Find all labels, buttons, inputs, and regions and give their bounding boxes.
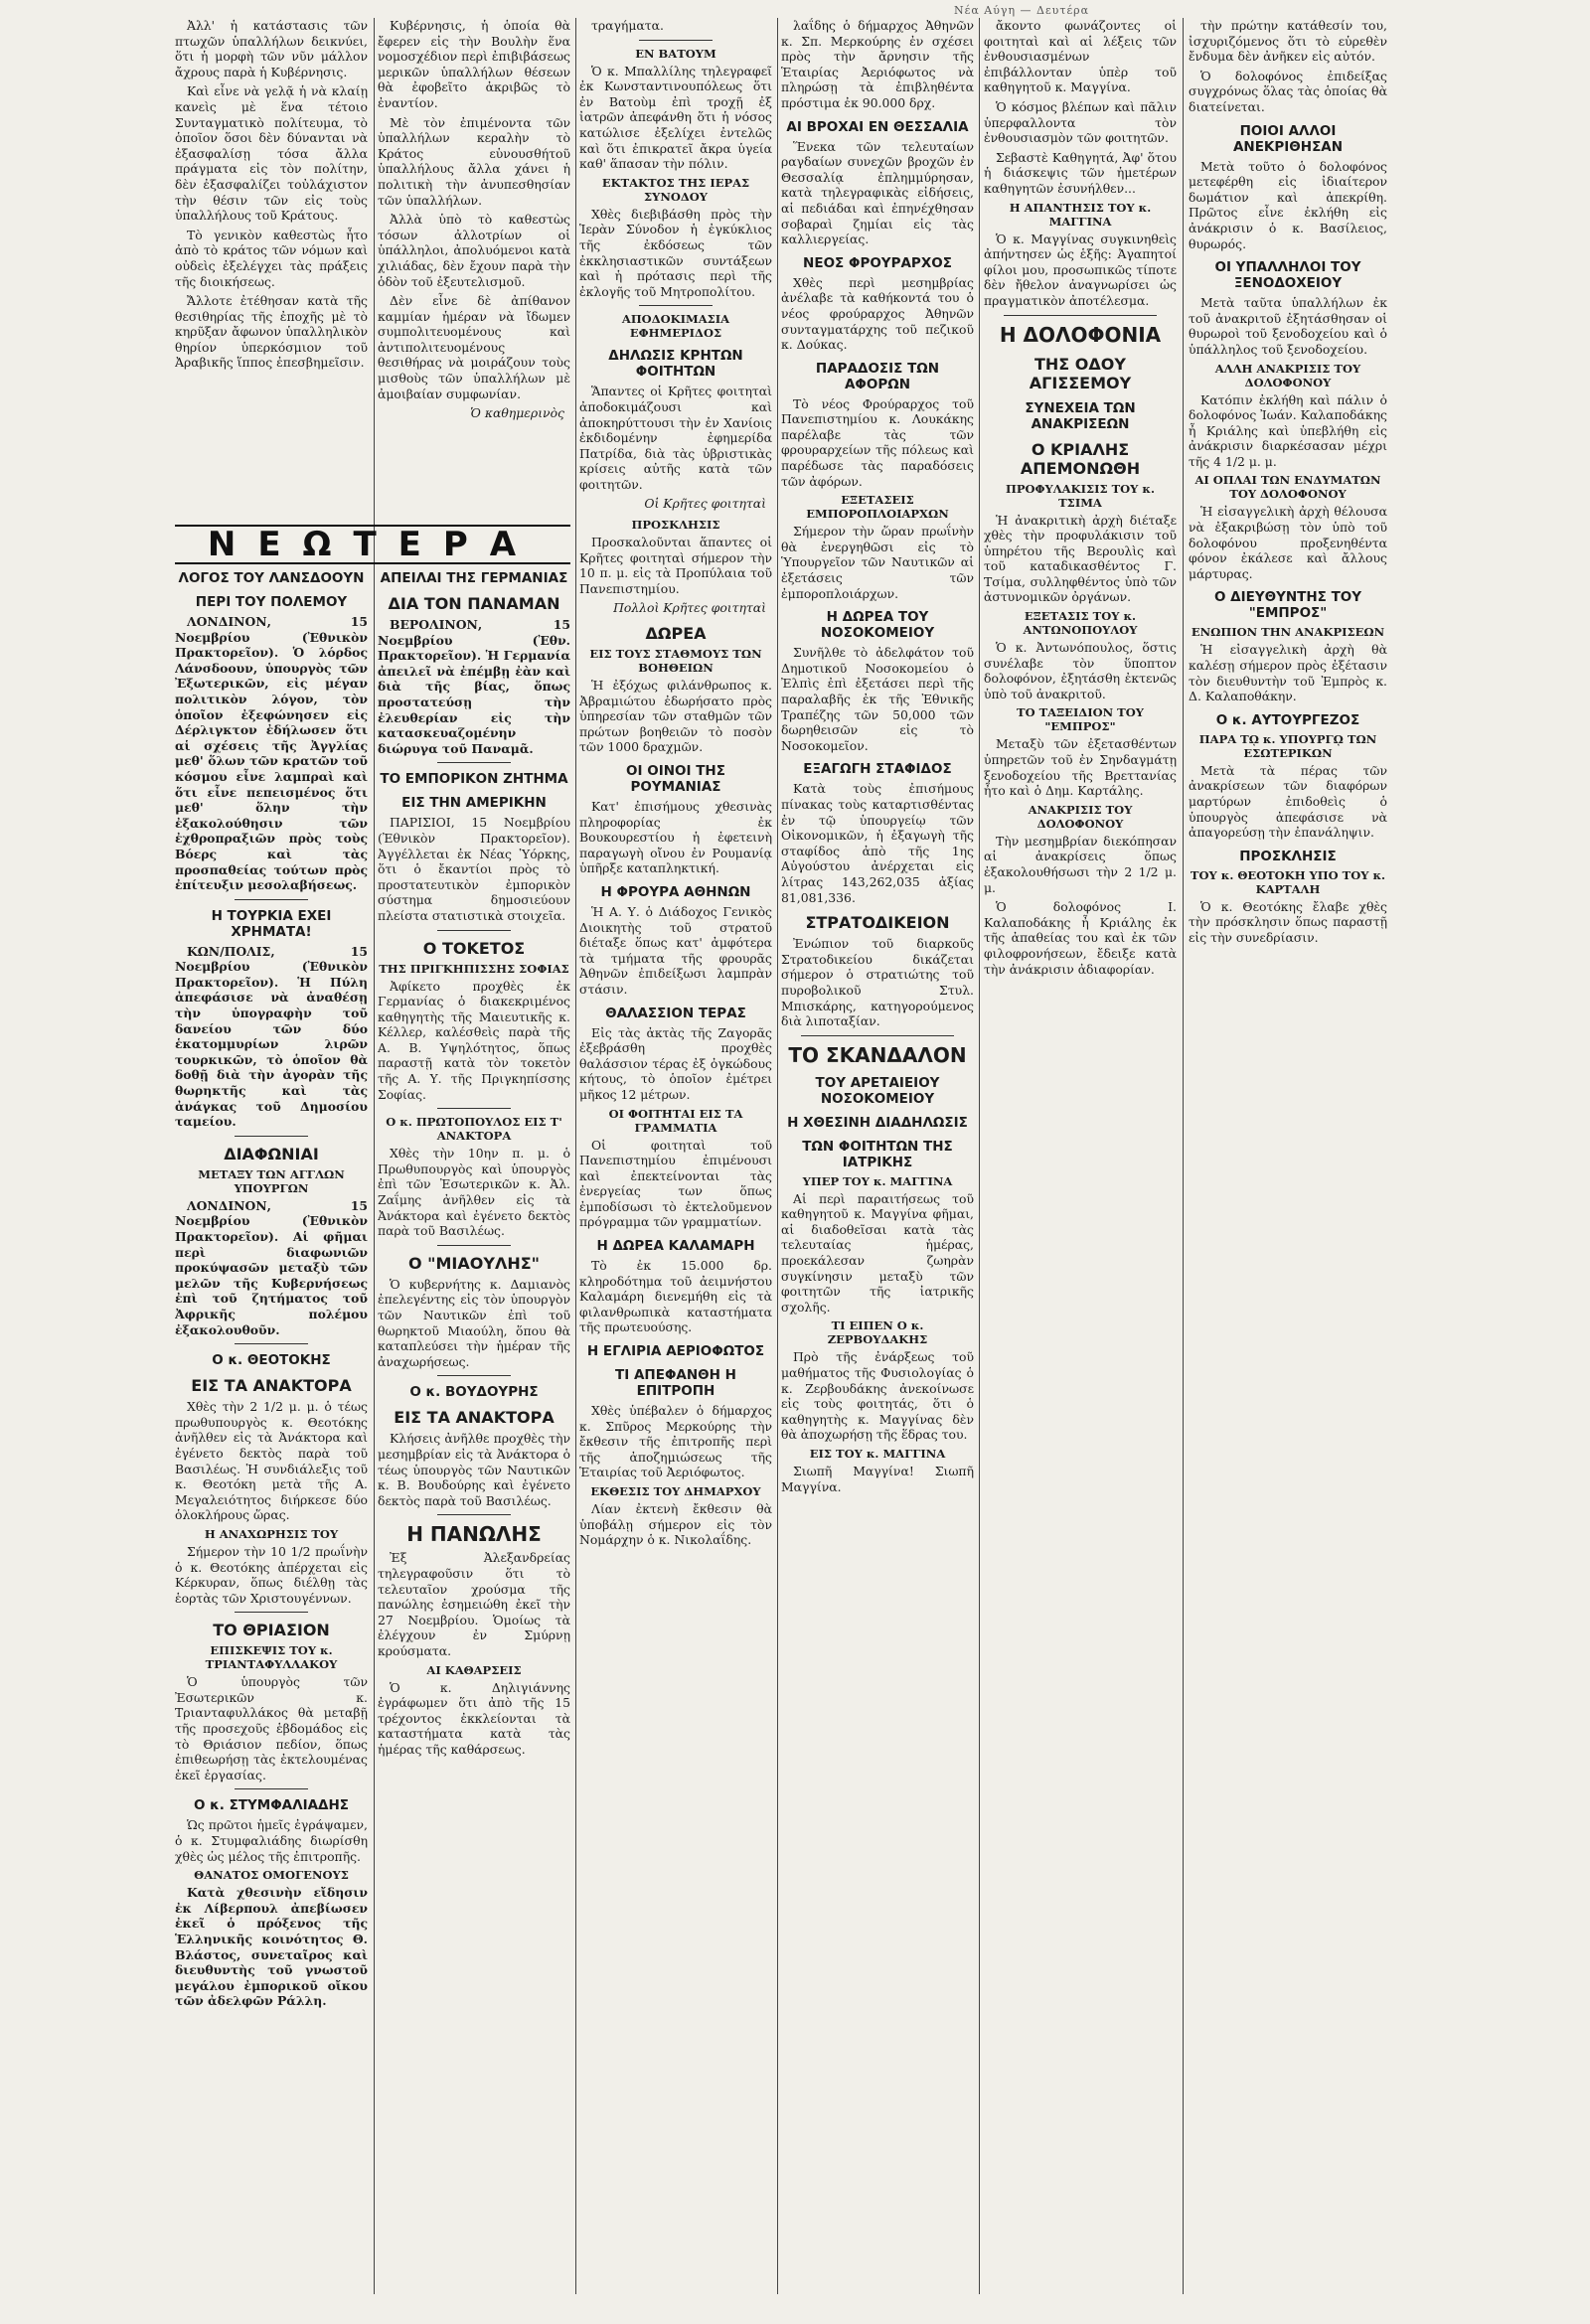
article-text: Ὁ ὑπουργὸς τῶν Ἐσωτερικῶν κ. Τριανταφυλλάκος θὰ μεταβῇ τῆς προσεχοῦς ἑβδομάδος εἰς τὸ Θριάσιον πεδίον, ὅπως ἐπιθεωρήσῃ τὰς ἐκτελουμένας ἐκεῖ ἐργασίας.	[175, 1674, 368, 1782]
article-text: Μετὰ ταῦτα ὑπαλλήλων ἐκ τοῦ ἀνακριτοῦ ἐξητάσθησαν οἱ θυρωροὶ τοῦ ξενοδοχείου καὶ ὁ ὑπάλληλος τοῦ ξενοδοχείου.	[1189, 295, 1387, 357]
divider	[235, 1612, 308, 1613]
divider	[639, 305, 713, 306]
article-text: ΛΟΝΔΙΝΟΝ, 15 Νοεμβρίου (Ἐθνικὸν Πρακτορεῖον). Αἱ φῆμαι περὶ διαφωνιῶν προκύψασῶν μεταξὺ τῶν μελῶν τῆς Κυβερνήσεως ἐπὶ τοῦ ζητήματος τοῦ Ἀφρικῆς πολέμου ἐξακολουθοῦν.	[175, 1197, 368, 1337]
article-text: Ὁ κ. Μπαλλίλης τηλεγραφεῖ ἐκ Κωνσταντινουπόλεως ὅτι ἐν Βατοὺμ ἐπὶ τροχῇ ἐξ ἰατρῶν ἀπεφάνθη ὅτι ἡ νόσος κατώλισε ἐξελίχει ἐντελῶς καὶ ὅτι ἐπικρατεῖ ἄκρα ὑγεία καθ' ἅπασαν τὴν πόλιν.	[579, 63, 772, 172]
paragraph: ἄκοντο φωνάζοντες οἱ φοιτηταὶ καὶ αἱ λέξεις τῶν ἐνθουσιασμένων ἐπιβάλλονταν ὑπὲρ τοῦ καθηγητοῦ κ. Μαγγίνα.	[984, 18, 1177, 95]
headline: ΕΙΣ ΤΑ ΑΝΑΚΤΟΡΑ	[191, 1376, 352, 1396]
headline: Η ΦΡΟΥΡΑ ΑΘΗΝΩΝ	[600, 883, 751, 900]
column-4	[781, 18, 974, 2294]
headline: ΟΙ ΟΙΝΟΙ ΤΗΣ ΡΟΥΜΑΝΙΑΣ	[626, 763, 725, 795]
subheadline: ΠΑΡΑ Τῼ κ. ΥΠΟΥΡΓῼ ΤΩΝ ΕΣΩΤΕΡΙΚΩΝ	[1198, 731, 1377, 760]
headline: ΑΠΕΙΛΑΙ ΤΗΣ ΓΕΡΜΑΝΙΑΣ	[380, 570, 568, 586]
article-text: Ὁ κ. Δηλιγιάννης ἐγράφωμεν ὅτι ἀπὸ τῆς 15 τρέχοντος ἐκκλείονται τὰ καταστήματα κατὰ τὰς ἡμέρας τῆς καθάρσεως.	[378, 1679, 570, 1757]
headline: ΛΟΓΟΣ ΤΟΥ ΛΑΝΣΔΟΟΥΝ	[178, 570, 365, 586]
headline: ΠΑΡΑΔΟΣΙΣ ΤΩΝ ΑΦΟΡΩΝ	[815, 360, 940, 392]
column-5	[984, 18, 1177, 2294]
paragraph: Τὸ γενικὸν καθεστὼς ἦτο ἀπὸ τὸ κράτος τῶν νόμων καὶ οὐδεὶς ἐξελέγχει τὰς πράξεις τῆς διοικήσεως.	[175, 227, 368, 289]
subheadline: Ο κ. ΠΡΩΤΟΠΟΥΛΟΣ ΕΙΣ Τ' ΑΝΑΚΤΟΡΑ	[386, 1115, 562, 1144]
headline: Η ΔΟΛΟΦΟΝΙΑ	[999, 322, 1162, 347]
paragraph: Ἀλλὰ ὑπὸ τὸ καθεστὼς τόσων ἀλλοτρίων οἱ ὑπάλληλοι, ἀπολυόμενοι κατὰ χιλιάδας, δὲν ἔχουν παρὰ τὴν ὁδὸν τοῦ ἐξευτελισμοῦ.	[378, 212, 570, 289]
headline: ΤΙ ΑΠΕΦΑΝΘΗ Η ΕΠΙΤΡΟΠΗ	[615, 1367, 736, 1400]
column-rule	[777, 18, 778, 2294]
paragraph: Κυβέρνησις, ἡ ὁποία θὰ ἔφερεν εἰς τὴν Βουλὴν ἕνα νομοσχέδιον περὶ ἐπιβιβάσεως μερικῶν ὑπαλλήλων θέσεων θὰ ἐφοβεῖτο ἀκριβῶς τὸ ἐναντίον.	[378, 18, 570, 110]
subheadline: ΑΠΟΔΟΚΙΜΑΣΙΑ ΕΦΗΜΕΡΙΔΟΣ	[621, 312, 730, 341]
divider	[1004, 315, 1157, 316]
subheadline: ΑΝΑΚΡΙΣΙΣ ΤΟΥ ΔΟΛΟΦΟΝΟΥ	[1028, 802, 1133, 831]
divider	[639, 40, 713, 41]
headline: ΠΕΡΙ ΤΟΥ ΠΟΛΕΜΟΥ	[195, 594, 348, 610]
headline: ΔΗΛΩΣΙΣ ΚΡΗΤΩΝ ΦΟΙΤΗΤΩΝ	[608, 348, 743, 381]
paragraph: Δὲν εἶνε δὲ ἀπίθανον καμμίαν ἡμέραν νὰ ἴδωμεν συμπολιτευομένους καὶ ἀντιπολιτευομένους θεσιθήρας νὰ μοιράζουν τοὺς μισθοὺς τῶν ὑπαλλήλων μὲ ἀμοιβαίαν συμφωνίαν.	[378, 293, 570, 401]
subheadline: ΤΟΥ κ. ΘΕΟΤΟΚΗ ΥΠΟ ΤΟΥ κ. ΚΑΡΤΑΛΗ	[1190, 867, 1386, 896]
headline: ΣΤΡΑΤΟΔΙΚΕΙΟΝ	[805, 913, 950, 933]
subheadline: ΤΙ ΕΙΠΕΝ Ο κ. ΖΕΡΒΟΥΔΑΚΗΣ	[827, 1318, 928, 1347]
subheadline: ΑΛΛΗ ΑΝΑΚΡΙΣΙΣ ΤΟΥ ΔΟΛΟΦΟΝΟΥ	[1214, 361, 1361, 389]
article-text: Τὸ ἐκ 15.000 δρ. κληροδότημα τοῦ ἀειμνήστου Καλαμάρη διενεμήθη εἰς τὰ φιλανθρωπικὰ καταστήματα τῆς πρωτευούσης.	[579, 1258, 772, 1335]
divider	[437, 1514, 511, 1515]
headline: ΕΙΣ ΤΑ ΑΝΑΚΤΟΡΑ	[394, 1408, 555, 1428]
subheadline: ΤΗΣ ΠΡΙΓΚΗΠΙΣΣΗΣ ΣΟΦΙΑΣ	[379, 961, 569, 976]
article-text: Μετὰ τοῦτο ὁ δολοφόνος μετεφέρθη εἰς ἰδιαίτερον δωμάτιον καὶ ἀπεκρίθη. Πρῶτος εἶνε ἐκλήθη εἰς ἀνάκρισιν ὁ κ. Βασίλειος, θυρωρός.	[1189, 158, 1387, 251]
subheadline: Η ΑΠΑΝΤΗΣΙΣ ΤΟΥ κ. ΜΑΓΓΙΝΑ	[1009, 200, 1152, 229]
article-text: Ὁ δολοφόνος Ι. Καλαποδάκης ἦ Κριάλης ἐκ τῆς ἀπαθείας του καὶ ἐκ τῶν φιλοφρονήσεων, ἔδειξε κατὰ τὴν ἀνάκρισιν ἀδιαφορίαν.	[984, 899, 1177, 977]
headline: ΠΟΙΟΙ ΑΛΛΟΙ ΑΝΕΚΡΙΘΗΣΑΝ	[1232, 122, 1344, 155]
divider	[437, 762, 511, 763]
subheadline: ΕΞΕΤΑΣΙΣ ΤΟΥ κ. ΑΝΤΩΝΟΠΟΥΛΟΥ	[1023, 609, 1138, 638]
subheadline: ΤΟ ΤΑΞΕΙΔΙΟΝ ΤΟΥ "ΕΜΠΡΟΣ"	[1017, 705, 1144, 734]
paragraph: τὴν πρώτην κατάθεσίν του, ἰσχυριζόμενος ὅτι τὸ εὑρεθὲν ἔνδυμα δὲν ἀνῆκεν εἰς αὐτόν.	[1189, 18, 1387, 65]
headline: ΤΟΥ ΑΡΕΤΑΙΕΙΟΥ ΝΟΣΟΚΟΜΕΙΟΥ	[815, 1074, 940, 1107]
headline: Ο ΚΡΙΑΛΗΣ ΑΠΕΜΟΝΩΘΗ	[1020, 439, 1141, 478]
divider	[235, 1136, 308, 1137]
divider	[437, 1108, 511, 1109]
article-text: Χθὲς τὴν 2 1/2 μ. μ. ὁ τέως πρωθυπουργὸς κ. Θεοτόκης ἀνῆλθεν εἰς τὰ Ἀνάκτορα καὶ ἐγένετο δεκτὸς παρὰ τοῦ Βασιλέως. Ἡ συνδιάλεξις τοῦ κ. Θεοτόκη μετὰ τῆς Α. Μεγαλειότητος διήρκεσε δύο ὁλοκλήρους ὥρας.	[175, 1399, 368, 1523]
subheadline: ΕΝ ΒΑΤΟΥΜ	[635, 46, 716, 61]
article-text: ΚΩΝ/ΠΟΛΙΣ, 15 Νοεμβρίου (Ἐθνικὸν Πρακτορεῖον). Ἡ Πύλη ἀπεφάσισε νὰ ἀναθέσῃ τὴν ὑπογραφὴν τοῦ δανείου τῶν δύο ἑκατομμυρίων λιρῶν τουρκικῶν, τὸ ὁποῖον θὰ δοθῇ διὰ τὴν ἀγορὰν τῆς θωρηκτῆς καὶ τὰς ἀνάγκας τοῦ Δημοσίου ταμείου.	[175, 943, 368, 1130]
headline: ΠΡΟΣΚΛΗΣΙΣ	[1239, 848, 1337, 864]
article-text: Κατὰ τοὺς ἐπισήμους πίνακας τοὺς καταρτισθέντας ἐν τῷ ὑπουργείῳ τῶν Οἰκονομικῶν, ἡ ἐξαγωγὴ τῆς σταφίδος ἀπὸ τῆς 1ης Αὐγούστου ἀνέρχεται εἰς λίτρας 143,262,035 ἀξίας 81,081,336.	[781, 781, 974, 905]
headline: ΘΑΛΑΣΣΙΟΝ ΤΕΡΑΣ	[605, 1005, 746, 1021]
column-rule	[979, 18, 980, 2294]
headline: Ο ΤΟΚΕΤΟΣ	[422, 938, 526, 958]
divider	[437, 930, 511, 931]
headline: Ο ΔΙΕΥΘΥΝΤΗΣ ΤΟΥ "ΕΜΠΡΟΣ"	[1213, 589, 1362, 622]
headline: ΕΞΑΓΩΓΗ ΣΤΑΦΙΔΟΣ	[803, 761, 952, 778]
article-text: Μεταξὺ τῶν ἐξετασθέντων ὑπηρετῶν τοῦ ἐν Σηνδαγμάτῃ ξενοδοχείου τῆς Βρεττανίας ἦτο καὶ ὁ Δημ. Καρτάλης.	[984, 736, 1177, 799]
article-text: Τὸ νέος Φρούραρχος τοῦ Πανεπιστημίου κ. Λουκάκης παρέλαβε τὰς τῶν φρουραρχείων τῆς πόλεως καὶ παρέδωσε τὰς παραδόσεις τῶν ἀφόρων.	[781, 395, 974, 489]
headline: ΑΙ ΒΡΟΧΑΙ ΕΝ ΘΕΣΣΑΛΙΑ	[786, 118, 969, 135]
article-text: Χθὲς ὑπέβαλεν ὁ δήμαρχος κ. Σπῦρος Μερκούρης τὴν ἔκθεσιν τῆς ἐπιτροπῆς περὶ τῆς ἀποζημιώσεως τῆς Ἑταιρίας τοῦ Ἀεριόφωτος.	[579, 1403, 772, 1480]
headline: Ο "ΜΙΑΟΥΛΗΣ"	[408, 1253, 540, 1273]
article-text: Ἡ Α. Υ. ὁ Διάδοχος Γενικὸς Διοικητὴς τοῦ στρατοῦ διέταξε ὅπως κατ' ἀμφότερα τὰ τμήματα τῆς φρουρᾶς Ἀθηνῶν ἐπιδείξωσι λαμπρὰν στάσιν.	[579, 903, 772, 997]
subheadline: ΕΙΣ ΤΟΥΣ ΣΤΑΘΜΟΥΣ ΤΩΝ ΒΟΗΘΕΙΩΝ	[589, 647, 762, 676]
article-text: Ἐξ Ἀλεξανδρείας τηλεγραφοῦσιν ὅτι τὸ τελευταῖον χρούσμα τῆς πανώλης ἐσημειώθη ἐκεῖ τὴν 27 Νοεμβρίου. Ὁμοίως τὰ ἐλέγχουν ἐν Σμύρνῃ κρούσματα.	[378, 1550, 570, 1658]
column-rule	[1183, 18, 1184, 2294]
headline: Ο κ. ΣΤΥΜΦΑΛΙΑΔΗΣ	[193, 1797, 350, 1814]
subheadline: ΑΙ ΚΑΘΑΡΣΕΙΣ	[426, 1662, 522, 1677]
article-text: Τὴν μεσημβρίαν διεκόπησαν αἱ ἀνακρίσεις ὅπως ἐξακολουθήσωσι τὴν 2 1/2 μ. μ.	[984, 833, 1177, 895]
article-text: Λίαν ἐκτενὴ ἔκθεσιν θὰ ὑποβάλῃ σήμερον εἰς τὸν Νομάρχην ὁ κ. Νικολαΐδης.	[579, 1501, 772, 1548]
article-text: Ὡς πρῶτοι ἡμεῖς ἐγράψαμεν, ὁ κ. Στυμφαλιάδης διωρίσθη χθὲς ὡς μέλος τῆς ἐπιτροπῆς.	[175, 1817, 368, 1864]
article-text: Κατόπιν ἐκλήθη καὶ πάλιν ὁ δολοφόνος Ἰωάν. Καλαποδάκης ἦ Κριάλης καὶ ὑπεβλήθη εἰς ἀνάκρισιν διαρκέσασαν μέχρι τῆς 4 1/2 μ. μ.	[1189, 391, 1387, 469]
article-text: Αἱ περὶ παραιτήσεως τοῦ καθηγητοῦ κ. Μαγγίνα φῆμαι, αἱ διαδοθεῖσαι κατὰ τὰς τελευταίας ἡμέρας, προεκάλεσαν ζωηρὰν συγκίνησιν μεταξὺ τῶν φοιτητῶν τῆς ἰατρικῆς σχολῆς.	[781, 1190, 974, 1315]
paragraph: Σεβαστὲ Καθηγητά, Ἀφ' ὅτου ἡ διάσκεψις τῶν ἡμετέρων καθηγητῶν ἐσυνήλθεν...	[984, 149, 1177, 196]
article-text: Χθὲς περὶ μεσημβρίας ἀνέλαβε τὰ καθήκοντά του ὁ νέος φρούραρχος Ἀθηνῶν συνταγματάρχης τοῦ πεζικοῦ κ. Δούκας.	[781, 274, 974, 353]
article-text: Προσκαλοῦνται ἅπαντες οἱ Κρῆτες φοιτηταὶ σήμερον τὴν 10 π. μ. εἰς τὰ Προπύλαια τοῦ Πανεπιστημίου.	[579, 535, 772, 596]
article-text: Συνῆλθε τὸ ἀδελφάτον τοῦ Δημοτικοῦ Νοσοκομείου ὁ Ἐλπὶς ἐπὶ ἐξετάσει περὶ τῆς παραλαβῆς ἐκ τῆς Ἐθνικῆς Τραπέζης τῶν 50,000 τῶν δωρηθεισῶν εἰς τὸ Νοσοκομεῖον.	[781, 645, 974, 753]
paragraph: Ὁ δολοφόνος ἐπιδείξας συγχρόνως ὅλας τὰς ὁποίας θὰ διατείνεται.	[1189, 68, 1387, 114]
headline: Η ΧΘΕΣΙΝΗ ΔΙΑΔΗΛΩΣΙΣ	[787, 1114, 968, 1131]
headline: ΤΟ ΣΚΑΝΔΑΛΟΝ	[788, 1042, 967, 1067]
subheadline: Η ΑΝΑΧΩΡΗΣΙΣ ΤΟΥ	[204, 1526, 339, 1541]
article-text: Χθὲς τὴν 10ην π. μ. ὁ Πρωθυπουργὸς καὶ ὑπουργὸς ἐπὶ τῶν Ἐσωτερικῶν κ. Ἀλ. Ζαΐμης ἀνῆλθεν εἰς τὰ Ἀνάκτορα καὶ ἐγένετο δεκτὸς παρὰ τοῦ Βασιλέως.	[378, 1146, 570, 1239]
column-2	[378, 562, 570, 2294]
headline: ΔΙΑ ΤΟΝ ΠΑΝΑΜΑΝ	[388, 594, 560, 613]
divider	[801, 1035, 954, 1036]
article-text: Ὁ κ. Θεοτόκης ἔλαβε χθὲς τὴν πρόσκλησιν ὅπως παραστῇ εἰς τὴν συνεδρίασιν.	[1189, 898, 1387, 945]
subheadline: ΘΑΝΑΤΟΣ ΟΜΟΓΕΝΟΥΣ	[194, 1868, 349, 1883]
headline: ΣΥΝΕΧΕΙΑ ΤΩΝ ΑΝΑΚΡΙΣΕΩΝ	[1025, 399, 1136, 432]
headline: Η ΔΩΡΕΑ ΚΑΛΑΜΑΡΗ	[596, 1238, 755, 1255]
article-text: Οἱ φοιτηταὶ τοῦ Πανεπιστημίου ἐπιμένουσι καὶ ἐπεκτείνονται τὰς ἐνεργείας των ὅπως ἐμποδίσωσι τὸ ἐκτελοῦμενον πρόγραμμα τῶν γραμματίων.	[579, 1137, 772, 1230]
divider	[235, 899, 308, 900]
headline: Η ΤΟΥΡΚΙΑ ΕΧΕΙ ΧΡΗΜΑΤΑ!	[211, 907, 332, 940]
subheadline: ΕΠΙΣΚΕΨΙΣ ΤΟΥ κ. ΤΡΙΑΝΤΑΦΥΛΛΑΚΟΥ	[205, 1643, 338, 1672]
subheadline: ΕΝΩΠΙΟΝ ΤΗΝ ΑΝΑΚΡΙΣΕΩΝ	[1191, 625, 1385, 640]
paragraph: Ἀλλ' ἡ κατάστασις τῶν πτωχῶν ὑπαλλήλων δεικνύει, ὅτι ἡ μορφὴ τῶν νῦν μάλλον ἄχρους παρὰ ἡ Κυβέρνησις.	[175, 18, 368, 79]
paragraph: τραγήματα.	[591, 18, 664, 33]
subheadline: ΜΕΤΑΞΥ ΤΩΝ ΑΓΓΛΩΝ ΥΠΟΥΡΓΩΝ	[198, 1166, 345, 1195]
signature: Οἱ Κρῆτες φοιτηταὶ	[644, 496, 766, 512]
divider	[437, 1375, 511, 1376]
headline: ΝΕΟΣ ΦΡΟΥΡΑΡΧΟΣ	[803, 254, 952, 271]
article-text: Εἰς τὰς ἀκτὰς τῆς Ζαγορᾶς ἐξεβράσθη προχθὲς θαλάσσιον τέρας ἐξ ὀγκώδους κήτους, τὸ ὁποῖον ἐμέτρει μῆκος 12 μέτρων.	[579, 1024, 772, 1102]
paragraph: Καὶ εἶνε νὰ γελᾷ ἡ νὰ κλαίῃ κανεὶς μὲ ἕνα τέτοιο Συνταγματικὸ πολίτευμα, τὸ ὁποῖον ὅσοι δὲν δύνανται νὰ ἐξασφαλίσῃ τόσα ἄλλα πράγματα εἰς τὸν πολίτην, δὲν ἐξασφαλίζει τοὐλάχιστον τὴν θέσιν τῶν εἰς τοὺς ὑπαλλήλους τοῦ Κράτους.	[175, 83, 368, 224]
headline: Ο κ. ΘΕΟΤΟΚΗΣ	[212, 1352, 331, 1369]
subheadline: ΕΚΘΕΣΙΣ ΤΟΥ ΔΗΜΑΡΧΟΥ	[590, 1484, 761, 1498]
article-text: Ὁ κ. Μαγγίνας συγκινηθεὶς ἀπήντησεν ὡς ἑξῆς: Ἀγαπητοί φίλοι μου, προσωπικῶς τίποτε δὲν ἤθελον ἀναγνωρίσει ὡς πραγματικὸν ἀποτέλεσμα.	[984, 231, 1177, 308]
column-2-top	[378, 18, 570, 535]
article-text: Σήμερον τὴν ὥραν πρωΐνὴν θὰ ἐνεργηθῶσι εἰς τὸ Ὑπουργεῖον τῶν Ναυτικῶν αἱ ἐξετάσεις τῶν ἐμποροπλοιάρχων.	[781, 524, 974, 601]
article-text: Πρὸ τῆς ἐνάρξεως τοῦ μαθήματος τῆς Φυσιολογίας ὁ κ. Ζερβουδάκης ἀνεκοίνωσε εἰς τοὺς φοιτητάς, ὅτι ὁ καθηγητὴς κ. Μαγγίνας δὲν θὰ ἀποχωρήσῃ τῆς ἕδρας του.	[781, 1349, 974, 1443]
paragraph: λαΐδης ὁ δήμαρχος Ἀθηνῶν κ. Σπ. Μερκούρης ἐν σχέσει πρὸς τὴν ἄρνησιν τῆς Ἑταιρίας Ἀεριόφωτος νὰ πληρώσῃ τὰ ἐπιβληθέντα πρόστιμα ἐκ 90.000 δρχ.	[781, 18, 974, 110]
banner-title: ΝΕΩΤΕΡΑ	[207, 525, 539, 564]
headline: Η ΔΩΡΕΑ ΤΟΥ ΝΟΣΟΚΟΜΕΙΟΥ	[820, 609, 935, 642]
headline: Η ΕΓΛΙΡΙΑ ΑΕΡΙΟΦΩΤΟΣ	[586, 1343, 765, 1360]
subheadline: ΕΞΕΤΑΣΕΙΣ ΕΜΠΟΡΟΠΛΟΙΑΡΧΩΝ	[806, 493, 949, 522]
divider	[235, 1788, 308, 1789]
divider	[235, 1343, 308, 1344]
article-text: Ἡ ἐξόχως φιλάνθρωπος κ. Ἀβραμιώτου ἐδωρήσατο πρὸς ὑπηρεσίαν τῶν σταθμῶν τῶν πρώτων βοηθειῶν τὸ ποσὸν τῶν 1000 δραχμῶν.	[579, 678, 772, 755]
headline: Ο κ. ΒΟΥΔΟΥΡΗΣ	[409, 1384, 539, 1401]
column-3	[579, 18, 772, 2294]
article-text: ΒΕΡΟΛΙΝΟΝ, 15 Νοεμβρίου (Ἐθν. Πρακτορεῖον). Ἡ Γερμανία ἀπειλεῖ νὰ ἐπέμβῃ ἐὰν καὶ διὰ τῆς βίας, ὅπως προστατεύσῃ τὴν ἐλευθερίαν εἰς τὴν κατασκευαζομένην διώρυγα τοῦ Παναμᾶ.	[378, 617, 570, 756]
column-1	[175, 562, 368, 2294]
article-text: Μετὰ τὰ πέρας τῶν ἀνακρίσεων τῶν διαφόρων μαρτύρων ἐπιδοθεὶς ὁ ὑπουργὸς ἀπεφάσισε νὰ ἀπαγορεύσῃ τὴν ἐπανάληψιν.	[1189, 762, 1387, 841]
article-text: Ἡ εἰσαγγελικὴ ἀρχὴ θέλουσα νὰ ἐξακριβώσῃ τὸν ὑπὸ τοῦ δολοφόνου προξενηθέντα φόνον ἐκάλεσε καὶ ἄλλους μάρτυρας.	[1189, 504, 1387, 581]
article-text: Ἐνώπιον τοῦ διαρκοῦς Στρατοδικείου δικάζεται σήμερον ὁ στρατιώτης τοῦ πυροβολικοῦ Στυλ. Μπισκάρης, κατηγορούμενος διὰ λιποταξίαν.	[781, 936, 974, 1029]
running-head: Νέα Αύγη — Δευτέρα	[954, 4, 1090, 17]
subheadline: ΑΙ ΟΠΛΑΙ ΤΩΝ ΕΝΔΥΜΑΤΩΝ ΤΟΥ ΔΟΛΟΦΟΝΟΥ	[1194, 473, 1381, 502]
article-text: Ὁ κυβερνήτης κ. Δαμιανὸς ἐπελεγέντης εἰς τὸν ὑπουργὸν τῶν Ναυτικῶν ἐπὶ τοῦ θωρηκτοῦ Μιαούλη, ὅπου θὰ καταπλεύσει τὴν ἡμέραν τῆς ἀναχωρήσεως.	[378, 1276, 570, 1369]
subheadline: ΕΙΣ ΤΟΥ κ. ΜΑΓΓΙΝΑ	[809, 1447, 946, 1461]
signature: Πολλοὶ Κρῆτες φοιτηταὶ	[613, 600, 766, 616]
section-banner	[175, 525, 570, 564]
column-6	[1189, 18, 1387, 2294]
headline: ΤΟ ΘΡΙΑΣΙΟΝ	[213, 1621, 330, 1640]
article-text: ΠΑΡΙΣΙΟΙ, 15 Νοεμβρίου (Ἐθνικὸν Πρακτορεῖον). Ἀγγέλλεται ἐκ Νέας Ὑόρκης, ὅτι ὁ ἔκαντίοι πρὸς τὸ προστατευτικὸν ἐμπορικὸν σύστημα δημοσιεύουν πλείστα στατιστικὰ στοιχεῖα.	[378, 815, 570, 923]
headline: ΤΩΝ ΦΟΙΤΗΤΩΝ ΤΗΣ ΙΑΤΡΙΚΗΣ	[802, 1138, 953, 1170]
article-text: Ἅπαντες οἱ Κρῆτες φοιτηταὶ ἀποδοκιμάζουσι καὶ ἀποκηρύττουσι τὴν ἐν Χανίοις ἐκδιδομένην ἐφημερίδα Πατρίδα, διὰ τὰς ὑβριστικὰς κρίσεις αὐτῆς κατὰ τῶν φοιτητῶν.	[579, 384, 772, 492]
headline: Η ΠΑΝΩΛΗΣ	[406, 1522, 542, 1547]
column-1-top	[175, 18, 368, 535]
column-rule	[374, 18, 375, 2294]
subheadline: ΠΡΟΣΚΛΗΣΙΣ	[631, 518, 720, 533]
article-text: Ἡ εἰσαγγελικὴ ἀρχὴ θὰ καλέσῃ σήμερον πρὸς ἐξέτασιν τὸν διευθυντὴν τοῦ Ἐμπρὸς κ. Δ. Καλαποθάκην.	[1189, 642, 1387, 704]
headline: Ο κ. ΑΥΤΟΥΡΓΕΖΟΣ	[1215, 711, 1360, 728]
article-text: Χθὲς διεβιβάσθη πρὸς τὴν Ἱερὰν Σύνοδον ἡ ἐγκύκλιος τῆς ἐκδόσεως τῶν ἐκκλησιαστικῶν συντάξεων καὶ ἡ πρότασις περὶ τῆς ἐκλογῆς τοῦ Μητροπολίτου.	[579, 206, 772, 299]
article-text: Σήμερον τὴν 10 1/2 πρωΐνὴν ὁ κ. Θεοτόκης ἀπέρχεται εἰς Κέρκυραν, ὅπως διέλθῃ τὰς ἑορτὰς τῶν Χριστουγέννων.	[175, 1543, 368, 1606]
headline: ΔΩΡΕΑ	[645, 624, 707, 644]
paragraph: Ἄλλοτε ἐτέθησαν κατὰ τῆς θεσιθηρίας τῆς ἐποχῆς μὲ τὸ κηρῦξαν ἄφωνον ὑπαλληλικὸν θηρίον ὑπερκόσμιον τοῦ Ἀραβικῆς ἵππος ἐπεσβημεῖσιν.	[175, 293, 368, 371]
article-text: ΛΟΝΔΙΝΟΝ, 15 Νοεμβρίου (Ἐθνικὸν Πρακτορεῖον). Ὁ λόρδος Λάνσδοουν, ὑπουργὸς τῶν Ἐξωτερικῶν, εἰς μέγαν πολιτικὸν λόγον, τὸν ὁποῖον ἐξεφώνησεν εἰς Δέρλιγκτον ἐδήλωσεν ὅτι αἱ σχέσεις τῆς Ἀγγλίας μεθ' ὅλων τῶν κρατῶν τοῦ κόσμου εἶνε λαμπραὶ καὶ ὅτι εἶνε πεπεισμένος ὅτι μεθ' ὅλην τὴν ἐξακολούθησιν τῶν ἐχθροπραξιῶν πρὸς τοὺς Βόερς καὶ τὰς προσπαθείας τούτων πρὸς ἐπίτευξιν μεσολαβήσεως.	[175, 614, 368, 893]
divider	[437, 1245, 511, 1246]
article-text: Κλήσεις ἀνῆλθε προχθὲς τὴν μεσημβρίαν εἰς τὰ Ἀνάκτορα ὁ τέως ὑπουργὸς τῶν Ναυτικῶν κ. Β. Βουδούρης καὶ ἐγένετο δεκτὸς παρὰ τοῦ Βασιλέως.	[378, 1431, 570, 1508]
article-text: Ὁ κ. Ἀντωνόπουλος, ὅστις συνέλαβε τὸν ὕποπτον δολοφόνον, ἐξητάσθη ἐκτενῶς ὑπὸ τοῦ ἀνακριτοῦ.	[984, 640, 1177, 701]
headline: ΟΙ ΥΠΑΛΛΗΛΟΙ ΤΟΥ ΞΕΝΟΔΟΧΕΙΟΥ	[1214, 259, 1361, 292]
headline: ΤΟ ΕΜΠΟΡΙΚΟΝ ΖΗΤΗΜΑ	[380, 771, 568, 788]
article-text: Κατὰ χθεσινὴν εἴδησιν ἐκ Λίβερπουλ ἀπεβίωσεν ἐκεῖ ὁ πρόξενος τῆς Ἑλληνικῆς κοινότητος Θ. Βλάστος, συνεταῖρος καὶ διευθυντὴς τοῦ γνωστοῦ μεγάλου ἐμπορικοῦ οἴκου τῶν ἀδελφῶν Ράλλη.	[175, 1885, 368, 2009]
article-text: Ἡ ἀνακριτικὴ ἀρχὴ διέταξε χθὲς τὴν προφυλάκισιν τοῦ ὑπηρέτου τῆς Βερουλὶς καὶ τοῦ καταδικασθέντος Γ. Τσίμα, συλληφθέντος ὑπὸ τῶν ἀστυνομικῶν ὀργάνων.	[984, 512, 1177, 605]
column-rule	[575, 18, 576, 2294]
article-text: Κατ' ἐπισήμους χθεσινὰς πληροφορίας ἐκ Βουκουρεστίου ἡ ἐφετεινὴ παραγωγὴ οἴνου ἐν Ρουμανίᾳ ὑπῆρξε καταπληκτική.	[579, 799, 772, 876]
subheadline: ΕΚΤΑΚΤΟΣ ΤΗΣ ΙΕΡΑΣ ΣΥΝΟΔΟΥ	[601, 175, 750, 204]
headline: ΔΙΑΦΩΝΙΑΙ	[224, 1144, 319, 1163]
subheadline: ΟΙ ΦΟΙΤΗΤΑΙ ΕΙΣ ΤΑ ΓΡΑΜΜΑΤΙΑ	[608, 1106, 743, 1135]
headline: ΕΙΣ ΤΗΝ ΑΜΕΡΙΚΗΝ	[401, 795, 547, 812]
subheadline: ΥΠΕΡ ΤΟΥ κ. ΜΑΓΓΙΝΑ	[802, 1173, 953, 1188]
article-text: Σιωπῆ Μαγγίνα! Σιωπῆ Μαγγίνα.	[781, 1464, 974, 1494]
subheadline: ΠΡΟΦΥΛΑΚΙΣΙΣ ΤΟΥ κ. ΤΣΙΜΑ	[1005, 481, 1156, 510]
headline: ΤΗΣ ΟΔΟΥ ΑΓΙΣΣΕΜΟΥ	[1029, 354, 1132, 392]
article-text: Ἕνεκα τῶν τελευταίων ραγδαίων συνεχῶν βροχῶν ἐν Θεσσαλίᾳ ἐπλημμύρησαν, κατὰ τηλεγραφικὰς εἰδήσεις, αἱ πεδιάδαι καὶ ἐπηνέχθησαν σοβαραὶ ζημίαι εἰς τὰς καλλιεργείας.	[781, 138, 974, 247]
paragraph: Ὁ κόσμος βλέπων καὶ πᾶλιν ὑπερφαλλοντα τὸν ἐνθουσιασμὸν τῶν φοιτητῶν.	[984, 98, 1177, 146]
article-text: Ἀφίκετο προχθὲς ἐκ Γερμανίας ὁ διακεκριμένος καθηγητὴς τῆς Μαιευτικῆς κ. Κέλλερ, καλέσθεὶς παρὰ τῆς Α. Β. Υψηλότητος, ὅπως παραστῇ κατὰ τὸν τοκετὸν τῆς Α. Υ. τῆς Πριγκηπίσσης Σοφίας.	[378, 978, 570, 1102]
paragraph: Μὲ τὸν ἐπιμένοντα τῶν ὑπαλλήλων κεραλὴν τὸ Κράτος εὑνουσθήτοῦ ὑπαλλήλους ἄλλα χάνει ἡ πολιτικὴ τὴν ἀνυπεσθησίαν τῶν ὑπαλλήλων.	[378, 114, 570, 208]
signature: Ὁ καθημερινὸς	[470, 405, 564, 421]
